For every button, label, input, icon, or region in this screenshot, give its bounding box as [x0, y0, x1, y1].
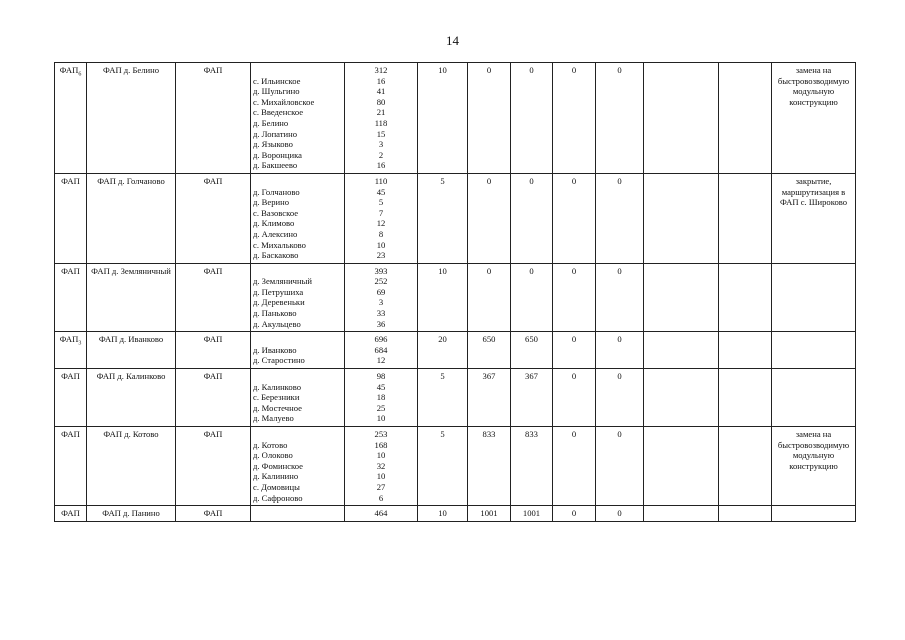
village-population: 32	[376, 460, 386, 471]
village-population: 10	[376, 239, 386, 250]
facility-code-cell	[55, 173, 87, 263]
village-name: д. Малуево	[253, 413, 294, 424]
facility-code: ФАП	[61, 371, 80, 382]
value-col-3: 0	[511, 263, 553, 332]
village-name: д. Петрушиха	[253, 286, 304, 297]
empty-cell-b	[719, 332, 772, 369]
facility-code-subscript: 6	[78, 71, 82, 78]
village-name: д. Фоминское	[253, 460, 303, 471]
village-population: 5	[378, 197, 384, 208]
value-col-4: 0	[553, 332, 596, 369]
facility-code-cell	[55, 369, 87, 427]
village-name: с. Вазовское	[253, 207, 299, 218]
facility-code: ФАП	[61, 508, 80, 519]
facility-type: ФАП	[176, 506, 251, 522]
value-col-3: 833	[511, 427, 553, 506]
note-cell	[772, 506, 856, 522]
village-name: д. Голчаново	[253, 186, 300, 197]
table-row	[55, 506, 856, 522]
facility-name: ФАП д. Котово	[87, 427, 176, 506]
villages-list	[251, 427, 345, 506]
village-name: д. Воронцика	[253, 149, 302, 160]
empty-cell-b	[719, 263, 772, 332]
facility-type: ФАП	[176, 173, 251, 263]
village-name: д. Белино	[253, 117, 289, 128]
value-col-2: 0	[468, 63, 511, 174]
village-population: 25	[376, 402, 386, 413]
facility-code-cell	[55, 427, 87, 506]
village-population: 252	[374, 276, 388, 287]
table-row	[55, 263, 856, 332]
table-row	[55, 369, 856, 427]
value-col-2: 833	[468, 427, 511, 506]
village-name: с. Михайловское	[253, 96, 315, 107]
village-name: д. Калинково	[253, 381, 301, 392]
total-population: 464	[374, 508, 388, 519]
empty-cell-a	[644, 332, 719, 369]
empty-cell-a	[644, 263, 719, 332]
village-population: 7	[378, 207, 384, 218]
empty-cell-b	[719, 427, 772, 506]
note-cell	[772, 263, 856, 332]
villages-list	[251, 332, 345, 369]
facility-name: ФАП д. Иванково	[87, 332, 176, 369]
value-col-1: 5	[418, 369, 468, 427]
value-col-4: 0	[553, 173, 596, 263]
facility-name: ФАП д. Земляничный	[87, 263, 176, 332]
table-row	[55, 332, 856, 369]
population-list	[345, 332, 418, 369]
village-name: д. Алексино	[253, 228, 298, 239]
village-name: д. Баскаково	[253, 250, 299, 261]
village-population: 8	[378, 228, 384, 239]
facility-code-subscript: 3	[78, 340, 82, 347]
village-name: д. Языково	[253, 139, 293, 150]
facility-code: ФАП	[59, 334, 79, 345]
village-name: д. Котово	[253, 439, 288, 450]
village-name: с. Ильинское	[253, 75, 301, 86]
village-population: 33	[376, 308, 386, 319]
value-col-5: 0	[596, 263, 644, 332]
value-col-1: 5	[418, 173, 468, 263]
facility-type: ФАП	[176, 263, 251, 332]
village-name: д. Климово	[253, 218, 295, 229]
value-col-2: 367	[468, 369, 511, 427]
village-population: 2	[378, 149, 384, 160]
value-col-3: 367	[511, 369, 553, 427]
total-population: 110	[374, 175, 388, 186]
village-population: 27	[376, 481, 386, 492]
note-cell: замена на быстровозводимую модульную конструкцию	[772, 427, 856, 506]
village-name: д. Паньково	[253, 308, 297, 319]
facility-name: ФАП д. Голчаново	[87, 173, 176, 263]
village-population: 10	[376, 450, 386, 461]
note-cell: замена на быстровозводимую модульную конструкцию	[772, 63, 856, 174]
village-population: 10	[376, 413, 386, 424]
value-col-4: 0	[553, 506, 596, 522]
facilities-table	[54, 62, 856, 522]
page-number: 14	[446, 33, 459, 48]
population-list	[345, 506, 418, 522]
village-name: д. Калинино	[253, 471, 299, 482]
village-population: 41	[376, 86, 386, 97]
village-population: 12	[376, 218, 386, 229]
village-name: д. Верино	[253, 197, 290, 208]
facility-code-cell	[55, 332, 87, 369]
village-population: 168	[374, 439, 388, 450]
empty-cell-b	[719, 63, 772, 174]
facility-code: ФАП	[61, 265, 80, 276]
value-col-1: 5	[418, 427, 468, 506]
empty-cell-a	[644, 63, 719, 174]
village-population: 80	[376, 96, 386, 107]
village-name: д. Бакшеево	[253, 160, 298, 171]
total-population: 696	[374, 334, 388, 345]
empty-cell-b	[719, 173, 772, 263]
village-name: д. Шульгино	[253, 86, 300, 97]
villages-list	[251, 63, 345, 174]
facility-name: ФАП д. Белино	[87, 63, 176, 174]
village-population: 69	[376, 286, 386, 297]
total-population: 253	[374, 429, 388, 439]
facility-code-cell	[55, 506, 87, 522]
empty-cell-a	[644, 506, 719, 522]
total-population: 98	[376, 371, 386, 382]
note-cell	[772, 369, 856, 427]
village-name: д. Лопатино	[253, 128, 298, 139]
value-col-3: 1001	[511, 506, 553, 522]
value-col-2: 1001	[468, 506, 511, 522]
village-population: 3	[378, 297, 384, 308]
empty-cell-b	[719, 369, 772, 427]
empty-cell-a	[644, 427, 719, 506]
total-population: 393	[374, 265, 388, 276]
village-name: д. Земляничный	[253, 276, 312, 287]
village-population: 6	[378, 492, 384, 503]
village-name: д. Акульцево	[253, 318, 301, 329]
empty-cell-a	[644, 369, 719, 427]
villages-list	[251, 173, 345, 263]
village-population: 12	[376, 355, 386, 366]
village-name: с. Введенское	[253, 107, 304, 118]
value-col-5: 0	[596, 369, 644, 427]
village-population: 18	[376, 392, 386, 403]
facility-type: ФАП	[176, 427, 251, 506]
villages-list	[251, 506, 345, 522]
facility-code: ФАП	[61, 429, 80, 439]
village-population: 15	[376, 128, 386, 139]
village-population: 10	[376, 471, 386, 482]
value-col-5: 0	[596, 173, 644, 263]
village-population: 45	[376, 186, 386, 197]
village-name: д. Мостечное	[253, 402, 302, 413]
value-col-5: 0	[596, 63, 644, 174]
facility-name: ФАП д. Калинково	[87, 369, 176, 427]
value-col-3: 0	[511, 63, 553, 174]
facility-type: ФАП	[176, 63, 251, 174]
village-population: 684	[374, 344, 388, 355]
village-population: 16	[376, 160, 386, 171]
population-list	[345, 369, 418, 427]
villages-list	[251, 369, 345, 427]
village-population: 45	[376, 381, 386, 392]
table-row	[55, 427, 856, 506]
village-population: 118	[374, 117, 388, 128]
total-population: 312	[374, 65, 388, 75]
facility-name: ФАП д. Панино	[87, 506, 176, 522]
village-name: с. Березники	[253, 392, 300, 403]
villages-list	[251, 263, 345, 332]
value-col-3: 650	[511, 332, 553, 369]
value-col-2: 0	[468, 263, 511, 332]
village-population: 21	[376, 107, 386, 118]
value-col-1: 10	[418, 506, 468, 522]
table-row	[55, 63, 856, 174]
value-col-1: 20	[418, 332, 468, 369]
village-population: 3	[378, 139, 384, 150]
population-list	[345, 63, 418, 174]
table-row	[55, 173, 856, 263]
value-col-4: 0	[553, 63, 596, 174]
value-col-3: 0	[511, 173, 553, 263]
value-col-4: 0	[553, 427, 596, 506]
facility-code-cell	[55, 263, 87, 332]
value-col-2: 0	[468, 173, 511, 263]
population-list	[345, 427, 418, 506]
empty-cell-a	[644, 173, 719, 263]
village-name: д. Олоково	[253, 450, 293, 461]
value-col-5: 0	[596, 427, 644, 506]
facility-type: ФАП	[176, 369, 251, 427]
village-name: с. Михальково	[253, 239, 306, 250]
village-population: 36	[376, 318, 386, 329]
value-col-4: 0	[553, 369, 596, 427]
value-col-4: 0	[553, 263, 596, 332]
facility-code-cell	[55, 63, 87, 174]
facility-code: ФАП	[61, 175, 80, 186]
note-cell	[772, 332, 856, 369]
value-col-1: 10	[418, 63, 468, 174]
village-population: 16	[376, 75, 386, 86]
facility-type: ФАП	[176, 332, 251, 369]
village-name: д. Иванково	[253, 344, 297, 355]
village-name: д. Деревеньки	[253, 297, 305, 308]
value-col-2: 650	[468, 332, 511, 369]
empty-cell-b	[719, 506, 772, 522]
village-name: д. Сафроново	[253, 492, 303, 503]
population-list	[345, 263, 418, 332]
village-population: 23	[376, 250, 386, 261]
village-name: с. Домовицы	[253, 481, 300, 492]
facility-code: ФАП	[59, 65, 79, 75]
population-list	[345, 173, 418, 263]
value-col-5: 0	[596, 506, 644, 522]
value-col-5: 0	[596, 332, 644, 369]
note-cell: закрытие, маршрутизация в ФАП с. Широково	[772, 173, 856, 263]
value-col-1: 10	[418, 263, 468, 332]
village-name: д. Старостино	[253, 355, 305, 366]
